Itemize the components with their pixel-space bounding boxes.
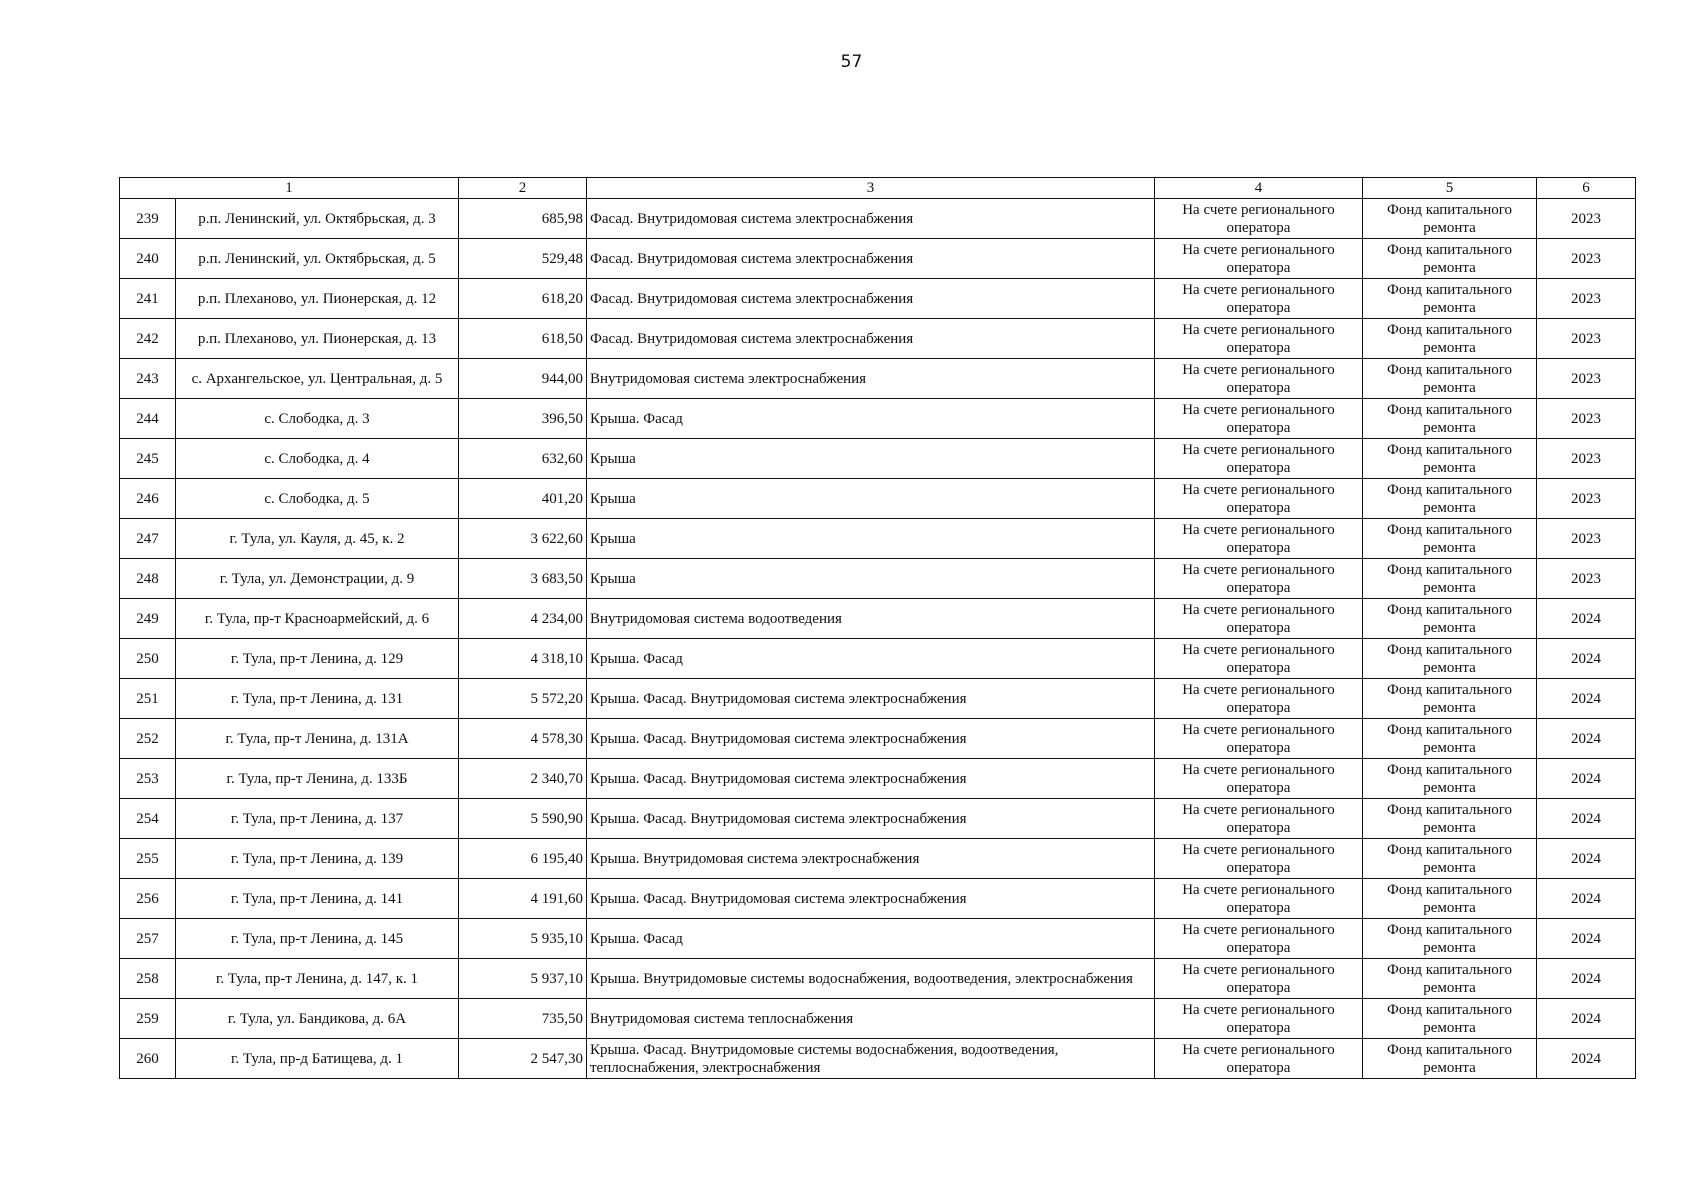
year-cell: 2023: [1537, 279, 1636, 319]
works-cell: Крыша: [587, 439, 1155, 479]
table-row: [120, 399, 1636, 439]
area-cell: 5 590,90: [459, 799, 587, 839]
table-row: [120, 519, 1636, 559]
funding-source-cell: Фонд капитального ремонта: [1363, 599, 1537, 639]
funding-source-cell: Фонд капитального ремонта: [1363, 999, 1537, 1039]
address-cell: г. Тула, пр-т Ленина, д. 137: [176, 799, 459, 839]
works-cell: Фасад. Внутридомовая система электроснабжения: [587, 279, 1155, 319]
address-cell: р.п. Ленинский, ул. Октябрьская, д. 3: [176, 199, 459, 239]
area-cell: 3 683,50: [459, 559, 587, 599]
address-cell: г. Тула, пр-т Ленина, д. 133Б: [176, 759, 459, 799]
area-cell: 944,00: [459, 359, 587, 399]
table-row: [120, 679, 1636, 719]
year-cell: 2024: [1537, 639, 1636, 679]
account-cell: На счете регионального оператора: [1155, 599, 1363, 639]
works-cell: Крыша. Фасад. Внутридомовая система электроснабжения: [587, 879, 1155, 919]
row-number-cell: 240: [120, 239, 176, 279]
funding-source-cell: Фонд капитального ремонта: [1363, 479, 1537, 519]
year-cell: 2024: [1537, 959, 1636, 999]
row-number-cell: 254: [120, 799, 176, 839]
works-cell: Фасад. Внутридомовая система электроснабжения: [587, 319, 1155, 359]
area-cell: 6 195,40: [459, 839, 587, 879]
row-number-cell: 255: [120, 839, 176, 879]
works-cell: Фасад. Внутридомовая система электроснабжения: [587, 199, 1155, 239]
table-row: [120, 959, 1636, 999]
year-cell: 2024: [1537, 719, 1636, 759]
works-cell: Крыша. Фасад. Внутридомовая система электроснабжения: [587, 799, 1155, 839]
row-number-cell: 257: [120, 919, 176, 959]
header-col-4: 4: [1155, 178, 1363, 199]
funding-source-cell: Фонд капитального ремонта: [1363, 319, 1537, 359]
row-number-cell: 250: [120, 639, 176, 679]
row-number-cell: 249: [120, 599, 176, 639]
address-cell: с. Слободка, д. 4: [176, 439, 459, 479]
funding-source-cell: Фонд капитального ремонта: [1363, 519, 1537, 559]
table-row: [120, 1039, 1636, 1079]
header-col-5: 5: [1363, 178, 1537, 199]
funding-source-cell: Фонд капитального ремонта: [1363, 1039, 1537, 1079]
row-number-cell: 253: [120, 759, 176, 799]
table-row: [120, 599, 1636, 639]
address-cell: г. Тула, ул. Бандикова, д. 6А: [176, 999, 459, 1039]
table-row: [120, 919, 1636, 959]
works-cell: Внутридомовая система водоотведения: [587, 599, 1155, 639]
funding-source-cell: Фонд капитального ремонта: [1363, 719, 1537, 759]
table-row: [120, 359, 1636, 399]
area-cell: 401,20: [459, 479, 587, 519]
area-cell: 5 937,10: [459, 959, 587, 999]
row-number-cell: 242: [120, 319, 176, 359]
funding-source-cell: Фонд капитального ремонта: [1363, 359, 1537, 399]
area-cell: 632,60: [459, 439, 587, 479]
account-cell: На счете регионального оператора: [1155, 879, 1363, 919]
row-number-cell: 251: [120, 679, 176, 719]
program-table: [119, 177, 1636, 1079]
area-cell: 4 578,30: [459, 719, 587, 759]
year-cell: 2024: [1537, 1039, 1636, 1079]
address-cell: р.п. Плеханово, ул. Пионерская, д. 12: [176, 279, 459, 319]
area-cell: 3 622,60: [459, 519, 587, 559]
area-cell: 5 572,20: [459, 679, 587, 719]
address-cell: г. Тула, ул. Демонстрации, д. 9: [176, 559, 459, 599]
address-cell: г. Тула, пр-т Ленина, д. 139: [176, 839, 459, 879]
funding-source-cell: Фонд капитального ремонта: [1363, 919, 1537, 959]
year-cell: 2023: [1537, 519, 1636, 559]
works-cell: Крыша. Фасад. Внутридомовая система электроснабжения: [587, 719, 1155, 759]
address-cell: г. Тула, пр-т Ленина, д. 141: [176, 879, 459, 919]
address-cell: г. Тула, ул. Кауля, д. 45, к. 2: [176, 519, 459, 559]
year-cell: 2023: [1537, 199, 1636, 239]
address-cell: г. Тула, пр-т Ленина, д. 131: [176, 679, 459, 719]
row-number-cell: 246: [120, 479, 176, 519]
table-row: [120, 319, 1636, 359]
address-cell: г. Тула, пр-т Ленина, д. 145: [176, 919, 459, 959]
account-cell: На счете регионального оператора: [1155, 639, 1363, 679]
account-cell: На счете регионального оператора: [1155, 719, 1363, 759]
works-cell: Крыша. Внутридомовая система электроснабжения: [587, 839, 1155, 879]
area-cell: 396,50: [459, 399, 587, 439]
account-cell: На счете регионального оператора: [1155, 759, 1363, 799]
row-number-cell: 258: [120, 959, 176, 999]
row-number-cell: 259: [120, 999, 176, 1039]
area-cell: 4 318,10: [459, 639, 587, 679]
address-cell: г. Тула, пр-т Ленина, д. 147, к. 1: [176, 959, 459, 999]
funding-source-cell: Фонд капитального ремонта: [1363, 239, 1537, 279]
account-cell: На счете регионального оператора: [1155, 319, 1363, 359]
year-cell: 2024: [1537, 759, 1636, 799]
table-row: [120, 839, 1636, 879]
year-cell: 2024: [1537, 799, 1636, 839]
account-cell: На счете регионального оператора: [1155, 479, 1363, 519]
year-cell: 2024: [1537, 679, 1636, 719]
funding-source-cell: Фонд капитального ремонта: [1363, 399, 1537, 439]
account-cell: На счете регионального оператора: [1155, 999, 1363, 1039]
funding-source-cell: Фонд капитального ремонта: [1363, 639, 1537, 679]
account-cell: На счете регионального оператора: [1155, 799, 1363, 839]
area-cell: 2 547,30: [459, 1039, 587, 1079]
works-cell: Крыша. Фасад. Внутридомовая система электроснабжения: [587, 679, 1155, 719]
account-cell: На счете регионального оператора: [1155, 679, 1363, 719]
area-cell: 5 935,10: [459, 919, 587, 959]
row-number-cell: 243: [120, 359, 176, 399]
year-cell: 2023: [1537, 439, 1636, 479]
works-cell: Крыша: [587, 519, 1155, 559]
area-cell: 4 234,00: [459, 599, 587, 639]
address-cell: г. Тула, пр-д Батищева, д. 1: [176, 1039, 459, 1079]
year-cell: 2023: [1537, 239, 1636, 279]
row-number-cell: 241: [120, 279, 176, 319]
table-row: [120, 999, 1636, 1039]
account-cell: На счете регионального оператора: [1155, 559, 1363, 599]
works-cell: Внутридомовая система теплоснабжения: [587, 999, 1155, 1039]
funding-source-cell: Фонд капитального ремонта: [1363, 759, 1537, 799]
works-cell: Фасад. Внутридомовая система электроснабжения: [587, 239, 1155, 279]
year-cell: 2023: [1537, 319, 1636, 359]
funding-source-cell: Фонд капитального ремонта: [1363, 679, 1537, 719]
table-row: [120, 799, 1636, 839]
row-number-cell: 256: [120, 879, 176, 919]
row-number-cell: 245: [120, 439, 176, 479]
account-cell: На счете регионального оператора: [1155, 839, 1363, 879]
row-number-cell: 252: [120, 719, 176, 759]
row-number-cell: 247: [120, 519, 176, 559]
table-row: [120, 719, 1636, 759]
header-col-1: 1: [120, 178, 459, 199]
table-row: [120, 879, 1636, 919]
header-col-2: 2: [459, 178, 587, 199]
account-cell: На счете регионального оператора: [1155, 959, 1363, 999]
funding-source-cell: Фонд капитального ремонта: [1363, 959, 1537, 999]
row-number-cell: 248: [120, 559, 176, 599]
account-cell: На счете регионального оператора: [1155, 279, 1363, 319]
account-cell: На счете регионального оператора: [1155, 919, 1363, 959]
table-row: [120, 559, 1636, 599]
funding-source-cell: Фонд капитального ремонта: [1363, 799, 1537, 839]
area-cell: 618,20: [459, 279, 587, 319]
funding-source-cell: Фонд капитального ремонта: [1363, 559, 1537, 599]
year-cell: 2024: [1537, 999, 1636, 1039]
program-table-container: [119, 177, 1635, 1079]
address-cell: р.п. Ленинский, ул. Октябрьская, д. 5: [176, 239, 459, 279]
header-col-3: 3: [587, 178, 1155, 199]
table-header-row: [120, 178, 1636, 199]
works-cell: Крыша. Фасад. Внутридомовая система электроснабжения: [587, 759, 1155, 799]
table-row: [120, 479, 1636, 519]
row-number-cell: 260: [120, 1039, 176, 1079]
account-cell: На счете регионального оператора: [1155, 359, 1363, 399]
page-number: 57: [840, 52, 863, 72]
row-number-cell: 239: [120, 199, 176, 239]
works-cell: Крыша. Внутридомовые системы водоснабжения, водоотведения, электроснабжения: [587, 959, 1155, 999]
address-cell: р.п. Плеханово, ул. Пионерская, д. 13: [176, 319, 459, 359]
works-cell: Крыша: [587, 479, 1155, 519]
year-cell: 2023: [1537, 359, 1636, 399]
works-cell: Внутридомовая система электроснабжения: [587, 359, 1155, 399]
account-cell: На счете регионального оператора: [1155, 199, 1363, 239]
table-row: [120, 439, 1636, 479]
year-cell: 2024: [1537, 919, 1636, 959]
row-number-cell: 244: [120, 399, 176, 439]
area-cell: 2 340,70: [459, 759, 587, 799]
table-row: [120, 239, 1636, 279]
address-cell: г. Тула, пр-т Ленина, д. 129: [176, 639, 459, 679]
area-cell: 685,98: [459, 199, 587, 239]
funding-source-cell: Фонд капитального ремонта: [1363, 839, 1537, 879]
works-cell: Крыша. Фасад. Внутридомовые системы водоснабжения, водоотведения, теплоснабжения, электроснабжения: [587, 1039, 1155, 1079]
account-cell: На счете регионального оператора: [1155, 519, 1363, 559]
table-row: [120, 279, 1636, 319]
year-cell: 2024: [1537, 599, 1636, 639]
area-cell: 618,50: [459, 319, 587, 359]
area-cell: 4 191,60: [459, 879, 587, 919]
address-cell: с. Слободка, д. 5: [176, 479, 459, 519]
table-row: [120, 639, 1636, 679]
year-cell: 2024: [1537, 879, 1636, 919]
funding-source-cell: Фонд капитального ремонта: [1363, 879, 1537, 919]
account-cell: На счете регионального оператора: [1155, 1039, 1363, 1079]
works-cell: Крыша: [587, 559, 1155, 599]
account-cell: На счете регионального оператора: [1155, 239, 1363, 279]
year-cell: 2023: [1537, 479, 1636, 519]
year-cell: 2023: [1537, 399, 1636, 439]
address-cell: с. Слободка, д. 3: [176, 399, 459, 439]
address-cell: с. Архангельское, ул. Центральная, д. 5: [176, 359, 459, 399]
works-cell: Крыша. Фасад: [587, 399, 1155, 439]
funding-source-cell: Фонд капитального ремонта: [1363, 279, 1537, 319]
funding-source-cell: Фонд капитального ремонта: [1363, 439, 1537, 479]
funding-source-cell: Фонд капитального ремонта: [1363, 199, 1537, 239]
works-cell: Крыша. Фасад: [587, 919, 1155, 959]
header-col-6: 6: [1537, 178, 1636, 199]
area-cell: 529,48: [459, 239, 587, 279]
area-cell: 735,50: [459, 999, 587, 1039]
table-row: [120, 199, 1636, 239]
account-cell: На счете регионального оператора: [1155, 439, 1363, 479]
year-cell: 2023: [1537, 559, 1636, 599]
table-row: [120, 759, 1636, 799]
year-cell: 2024: [1537, 839, 1636, 879]
account-cell: На счете регионального оператора: [1155, 399, 1363, 439]
address-cell: г. Тула, пр-т Красноармейский, д. 6: [176, 599, 459, 639]
works-cell: Крыша. Фасад: [587, 639, 1155, 679]
address-cell: г. Тула, пр-т Ленина, д. 131А: [176, 719, 459, 759]
